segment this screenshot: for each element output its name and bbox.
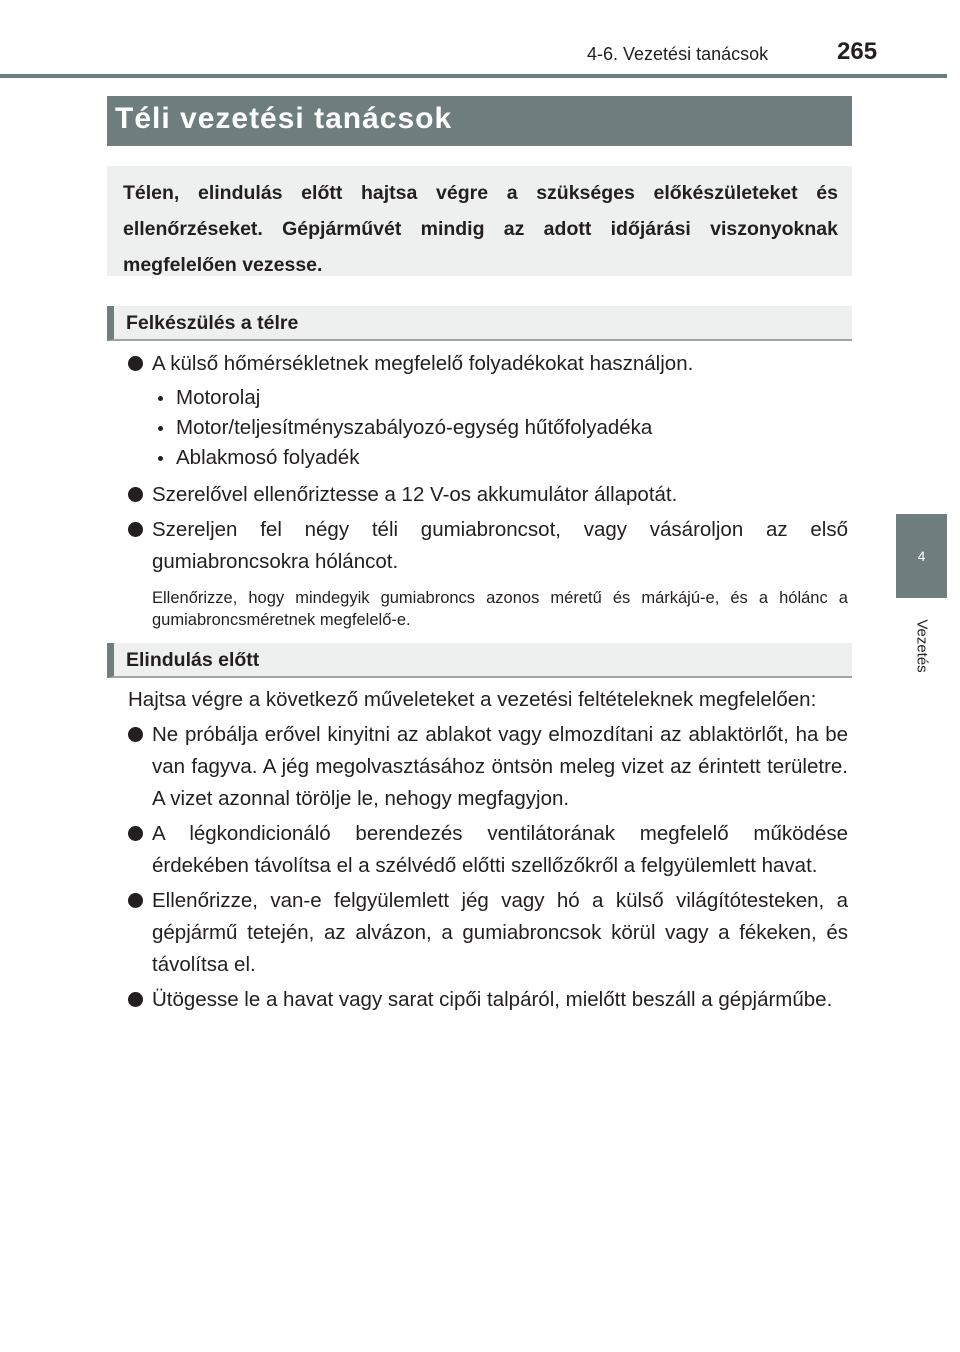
chapter-tab-label	[896, 606, 947, 686]
note-text: Ellenőrizze, hogy mindegyik gumiabroncs azonos méretű és márkájú-e, és a hólánc a gumiabroncsméretnek megfelelő-e.	[152, 589, 848, 629]
list-item	[128, 348, 848, 380]
small-bullet-icon	[158, 396, 163, 401]
bullet-icon	[128, 356, 143, 371]
small-bullet-icon	[158, 456, 163, 461]
list-item	[128, 514, 848, 578]
header-section-title: 4-6. Vezetési tanácsok	[587, 44, 769, 64]
list-item-text: Szereljen fel négy téli gumiabroncsot, vagy vásároljon az első gumiabroncsokra hóláncot.	[152, 518, 848, 573]
small-bullet-icon	[158, 426, 163, 431]
list-item-text: A légkondicionáló berendezés ventilátorának megfelelő működése érdekében távolítsa el a szélvédő előtti szellőzőkről a felgyülemlett havat.	[152, 822, 848, 877]
sub-list-item-text: Motor/teljesítményszabályozó-egység hűtőfolyadéka	[176, 416, 653, 439]
page-title-bar	[107, 96, 852, 146]
sub-list-item	[128, 413, 848, 443]
bullet-icon	[128, 893, 143, 908]
bullet-icon	[128, 487, 143, 502]
bullet-icon	[128, 992, 143, 1007]
list-item	[128, 885, 848, 981]
chapter-tab-number: 4	[896, 514, 947, 598]
sub-list-item-text: Ablakmosó folyadék	[176, 446, 360, 469]
section-intro-text: Hajtsa végre a következő műveleteket a vezetési feltételeknek megfelelően:	[128, 688, 817, 711]
section-before-start-content	[128, 684, 848, 1019]
list-item-text: Ne próbálja erővel kinyitni az ablakot vagy elmozdítani az ablaktörlőt, ha be van fagyva. A jég megolvasztásához öntsön meleg vizet az érintett területre. A vizet azonnal törölje le, nehogy megfagyjon.	[152, 723, 848, 810]
intro-box	[107, 166, 852, 276]
section-heading-before-start	[107, 643, 852, 678]
list-item-text: Szerelővel ellenőriztesse a 12 V-os akkumulátor állapotát.	[152, 483, 678, 506]
section-heading-text: Felkészülés a télre	[126, 312, 299, 334]
bullet-icon	[128, 522, 143, 537]
sub-list-item	[128, 383, 848, 413]
sub-list-item-text: Motorolaj	[176, 386, 261, 409]
section-heading-text: Elindulás előtt	[126, 649, 260, 671]
chapter-tab-label-text: Vezetés	[913, 619, 930, 673]
list-item-text: Ütögesse le a havat vagy sarat cipői talpáról, mielőtt beszáll a gépjárműbe.	[152, 988, 833, 1011]
page-number: 265	[837, 38, 878, 65]
intro-text: Télen, elindulás előtt hajtsa végre a szükséges előkészületeket és ellenőrzéseket. Gépjárművét mindig az adott időjárási viszonyoknak megfelelően vezesse.	[123, 182, 838, 276]
list-item-text: Ellenőrizze, van-e felgyülemlett jég vagy hó a külső világítótesteken, a gépjármű tetején, az alvázon, a gumiabroncsok körül vagy a fékeken, és távolítsa el.	[152, 889, 848, 976]
bullet-icon	[128, 826, 143, 841]
section-heading-preparation	[107, 306, 852, 341]
page-title: Téli vezetési tanácsok	[115, 102, 453, 135]
list-item	[128, 818, 848, 882]
bullet-icon	[128, 727, 143, 742]
list-item	[128, 479, 848, 511]
list-item-text: A külső hőmérsékletnek megfelelő folyadékokat használjon.	[152, 352, 694, 375]
section-preparation-content	[128, 348, 848, 631]
list-item	[128, 984, 848, 1016]
list-item	[128, 719, 848, 815]
header-rule	[0, 74, 947, 78]
sub-list-item	[128, 443, 848, 473]
